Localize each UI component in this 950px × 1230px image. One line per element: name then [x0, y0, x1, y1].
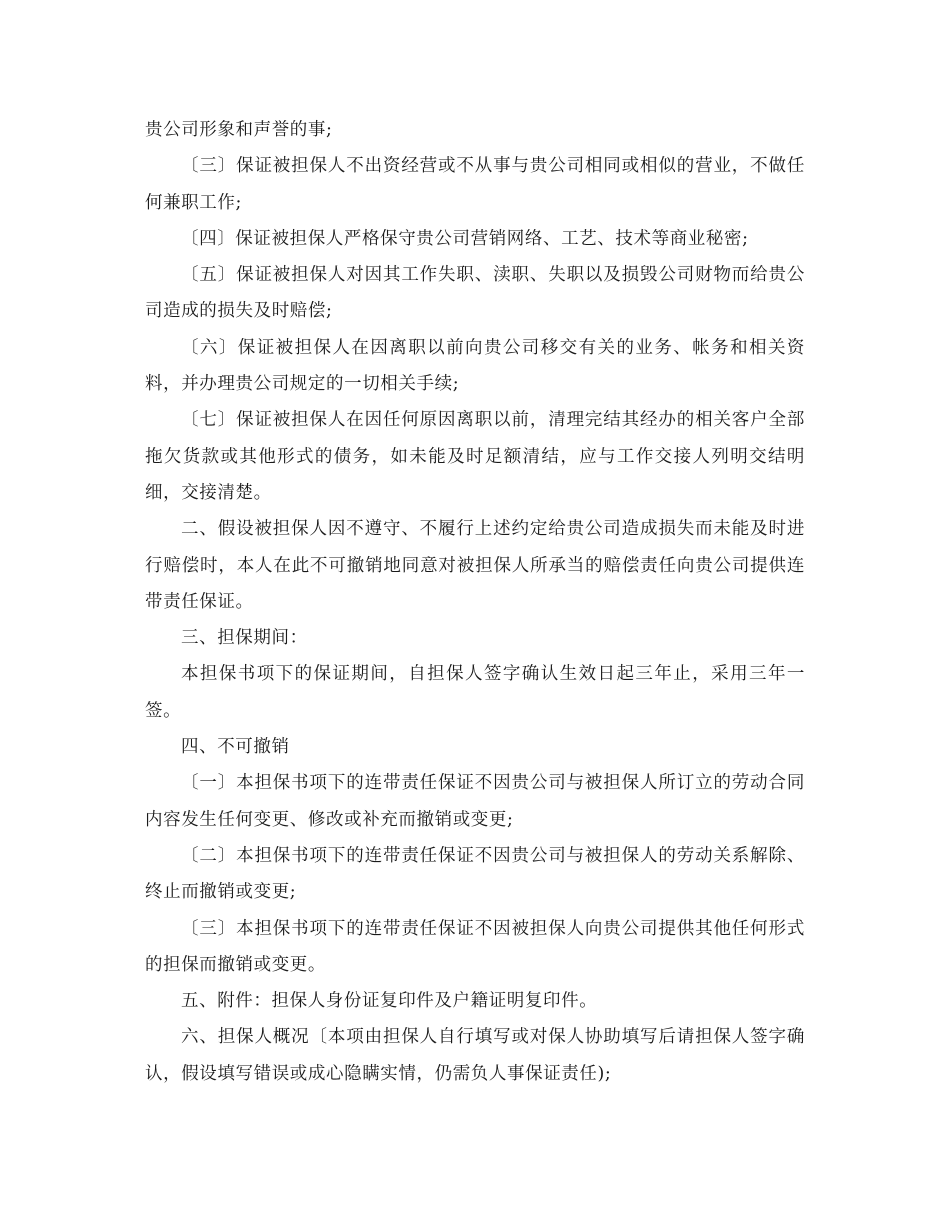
paragraph: 〔七〕保证被担保人在因任何原因离职以前，清理完结其经办的相关客户全部拖欠货款或其他形式的债务，如未能及时足额清结，应与工作交接人列明交结明细，交接清楚。	[145, 410, 805, 503]
paragraph: 〔四〕保证被担保人严格保守贵公司营销网络、工艺、技术等商业秘密;	[181, 228, 749, 249]
paragraph: 〔三〕保证被担保人不出资经营或不从事与贵公司相同或相似的营业，不做任何兼职工作;	[145, 156, 805, 213]
paragraph: 贵公司形象和声誉的事;	[145, 120, 333, 140]
paragraph: 〔五〕保证被担保人对因其工作失职、渎职、失职以及损毁公司财物而给贵公司造成的损失及时赔偿;	[145, 265, 805, 322]
paragraph: 六、担保人概况〔本项由担保人自行填写或对保人协助填写后请担保人签字确认，假设填写错误或成心隐瞒实情，仍需负人事保证责任);	[145, 1027, 805, 1084]
paragraph: 〔三〕本担保书项下的连带责任保证不因被担保人向贵公司提供其他任何形式的担保而撤销或变更。	[145, 918, 805, 975]
section-heading: 三、担保期间：	[181, 628, 308, 649]
paragraph: 〔一〕本担保书项下的连带责任保证不因贵公司与被担保人所订立的劳动合同内容发生任何变更、修改或补充而撤销或变更;	[145, 773, 805, 830]
paragraph: 二、假设被担保人因不遵守、不履行上述约定给贵公司造成损失而未能及时进行赔偿时，本人在此不可撤销地同意对被担保人所承当的赔偿责任向贵公司提供连带责任保证。	[145, 519, 805, 612]
paragraph: 五、附件：担保人身份证复印件及户籍证明复印件。	[181, 991, 598, 1012]
paragraph: 本担保书项下的保证期间，自担保人签字确认生效日起三年止，采用三年一签。	[145, 664, 805, 721]
paragraph: 〔二〕本担保书项下的连带责任保证不因贵公司与被担保人的劳动关系解除、终止而撤销或变更;	[145, 845, 805, 903]
document-body	[145, 112, 805, 1092]
paragraph: 〔六〕保证被担保人在因离职以前向贵公司移交有关的业务、帐务和相关资料，并办理贵公司规定的一切相关手续;	[145, 337, 805, 395]
section-heading: 四、不可撤销	[181, 737, 290, 758]
